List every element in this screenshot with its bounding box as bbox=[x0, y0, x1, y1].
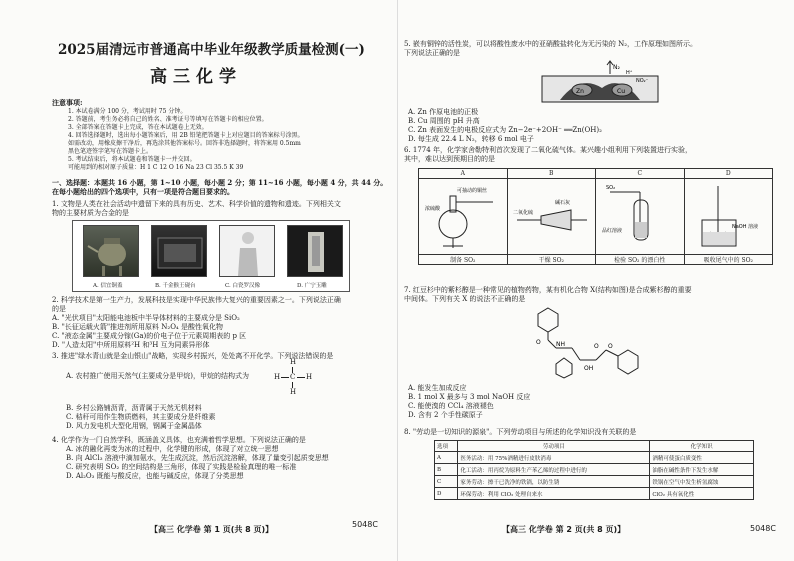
q5-option: A. Zn 作原电池的正极 bbox=[408, 108, 479, 116]
q6-apparatus-d bbox=[684, 179, 773, 255]
atom-h-top: H bbox=[290, 358, 297, 366]
question-7-options bbox=[408, 384, 530, 420]
q8-header: 劳动项目 bbox=[458, 441, 650, 452]
inkstone-icon bbox=[152, 226, 208, 278]
table-row bbox=[435, 452, 754, 464]
q5-line: 下列说法正确的是 bbox=[404, 49, 460, 57]
fuchsin-label: 品红溶液 bbox=[601, 227, 622, 234]
conc-acid-label: 浓硫酸 bbox=[424, 205, 440, 212]
paper-code: 5048C bbox=[352, 520, 378, 529]
flask-apparatus-icon bbox=[423, 180, 503, 252]
note-line: 黑色笔迹签字笔写在答题卡上。 bbox=[68, 148, 153, 155]
inkstone-image bbox=[151, 225, 207, 277]
q6-line: 其中，难以达到预期目的的是 bbox=[404, 155, 495, 163]
q8-cell: 环保劳动：利用 ClO₂ 处理自来水 bbox=[458, 488, 650, 500]
q8-cell: ClO₂ 具有氧化性 bbox=[650, 488, 754, 500]
note-line: 4. 回答选择题时，选出每小题答案后，用 2B 铅笔把答题卡上对应题目的答案标号涂黑。 bbox=[68, 132, 304, 139]
q7-molecule-structure bbox=[518, 304, 678, 380]
q2-line: D. "人造太阳"中所用原料²H 和³H 互为同素异形体 bbox=[52, 341, 210, 349]
q5-electrode-figure bbox=[540, 60, 660, 106]
q8-cell: 油脂在碱性条件下发生水解 bbox=[650, 464, 754, 476]
q8-header: 化学知识 bbox=[650, 441, 754, 452]
q1-option-d: D. 广宁玉雕 bbox=[297, 283, 327, 289]
table-row bbox=[435, 464, 754, 476]
q1-option-b: B. 千金猴王砚台 bbox=[155, 283, 196, 289]
so2-label: SO₂ bbox=[605, 184, 615, 191]
q3-line: C. 秸秆可用作生物质燃料，其主要成分是纤维素 bbox=[66, 413, 216, 421]
atom-oh: OH bbox=[584, 365, 594, 372]
note-line: 可能用到的相对原子质量：H 1 C 12 O 16 Na 23 Cl 35.5 K 39 bbox=[68, 164, 244, 171]
q8-cell: D bbox=[435, 488, 458, 500]
notes-heading: 注意事项: bbox=[52, 98, 83, 107]
table-row bbox=[435, 476, 754, 488]
beaker-absorber-icon bbox=[688, 180, 768, 252]
q8-cell: 铁锅在空气中发生析氢腐蚀 bbox=[650, 476, 754, 488]
question-1-stem bbox=[52, 200, 341, 218]
q1-stem-line: 物的主要材质为合金的是 bbox=[52, 209, 129, 217]
test-tube-icon bbox=[600, 180, 680, 252]
q8-cell: B bbox=[435, 464, 458, 476]
paper-code: 5048C bbox=[750, 524, 776, 533]
question-7-stem bbox=[404, 286, 692, 304]
q8-table bbox=[434, 440, 754, 500]
q5-option: C. Zn 表面发生的电极反应式为 Zn−2e⁻+2OH⁻ ══Zn(OH)₂ bbox=[408, 126, 602, 134]
q1-image-strip bbox=[72, 220, 350, 292]
q1-option-c: C. 白瓷罗汉像 bbox=[225, 283, 261, 289]
q7-option: D. 含有 2 个手性碳原子 bbox=[408, 411, 483, 419]
note-line: 如需改动，用橡皮擦干净后，再选涂其他答案标号。回答非选择题时，将答案用 0.5mm bbox=[68, 140, 301, 147]
q2-line: 的是 bbox=[52, 305, 66, 313]
q3-line: B. 乡村公路铺沥青，沥青属于天然无机材料 bbox=[66, 404, 202, 412]
note-line: 5. 考试结束后，将本试题卷和答题卡一并交回。 bbox=[68, 156, 196, 163]
so2-gas-label: 二氧化硫 bbox=[513, 209, 534, 216]
atom-h-left: H bbox=[274, 373, 281, 381]
jade-carving-icon bbox=[288, 226, 344, 278]
q4-line: B. 向 AlCl₃ 溶液中滴加氨水，先生成沉淀，然后沉淀溶解，体现了量变引起质变思想 bbox=[66, 454, 329, 462]
atom-o-1: O bbox=[536, 339, 541, 346]
porcelain-statue-image bbox=[219, 225, 275, 277]
q6-header-c: C bbox=[596, 169, 685, 179]
question-6-stem bbox=[404, 146, 692, 164]
q8-cell: A bbox=[435, 452, 458, 464]
exam-page-2 bbox=[397, 0, 794, 561]
bronze-vessel-image bbox=[83, 225, 139, 277]
q1-stem-line: 1. 文物是人类在社会活动中遗留下来的具有历史、艺术、科学价值的遗物和遗迹。下列相关文 bbox=[52, 200, 341, 208]
h-plus-label: H⁺ bbox=[626, 70, 633, 76]
question-3-rest bbox=[66, 404, 216, 431]
nitrite-label: NO₂⁻ bbox=[636, 78, 649, 84]
q5-option: B. Cu 周围的 pH 升高 bbox=[408, 117, 480, 125]
atom-c: C bbox=[290, 373, 296, 381]
notes-list bbox=[68, 108, 304, 172]
q6-apparatus-c bbox=[596, 179, 685, 255]
q6-apparatus-a bbox=[419, 179, 508, 255]
q8-cell: 酒精可使蛋白质变性 bbox=[650, 452, 754, 464]
page-footer: 【高三 化学卷 第 1 页(共 8 页)】 bbox=[150, 525, 274, 534]
q6-header-b: B bbox=[507, 169, 596, 179]
q7-option: B. 1 mol X 最多与 3 mol NaOH 反应 bbox=[408, 393, 531, 401]
section-heading bbox=[52, 178, 387, 196]
exam-title: 2025届清远市普通高中毕业年级教学质量检测(一) bbox=[58, 42, 365, 58]
q8-header: 选项 bbox=[435, 441, 458, 452]
section-heading-line: 在每小题给出的四个选项中，只有一项是符合题目要求的。 bbox=[52, 187, 234, 196]
atom-o-2: O bbox=[594, 343, 599, 350]
copper-wire-label: 可抽动的铜丝 bbox=[456, 187, 487, 194]
zn-label: Zn bbox=[576, 88, 584, 95]
q6-caption-d: 吸收尾气中的 SO₂ bbox=[684, 255, 773, 265]
question-4 bbox=[52, 436, 329, 481]
q3-line: D. 风力发电机大型化用钢，钢属于金属晶体 bbox=[66, 422, 202, 430]
q1-option-a: A. 信宜铜盉 bbox=[93, 283, 123, 289]
q4-line: A. 冰的融化再变为冰的过程中，化学键的形成，体现了对立统一思想 bbox=[66, 445, 279, 453]
table-row bbox=[435, 488, 754, 500]
q6-header-a: A bbox=[419, 169, 508, 179]
q6-apparatus-table bbox=[418, 168, 773, 265]
page-footer: 【高三 化学卷 第 2 页(共 8 页)】 bbox=[502, 525, 626, 534]
drying-tube-icon bbox=[511, 180, 591, 252]
q6-caption-b: 干燥 SO₂ bbox=[507, 255, 596, 265]
note-line: 3. 全部答案在答题卡上完成，答在本试题卷上无效。 bbox=[68, 124, 208, 131]
q2-line: 2. 科学技术是第一生产力，发展科技是实现中华民族伟大复兴的重要因素之一。下列说法正确 bbox=[52, 296, 341, 304]
atom-o-3: O bbox=[608, 343, 613, 350]
atom-h-right: H bbox=[306, 373, 313, 381]
q6-apparatus-b bbox=[507, 179, 596, 255]
porcelain-figure-icon bbox=[220, 226, 276, 278]
jade-carving-image bbox=[287, 225, 343, 277]
q7-option: C. 能使溴的 CCl₄ 溶液褪色 bbox=[408, 402, 494, 410]
atom-nh: NH bbox=[556, 341, 565, 348]
bond bbox=[281, 377, 289, 378]
question-5-options bbox=[408, 108, 602, 144]
q8-stem: 8. "劳动是一切知识的源泉"。下列劳动项目与所述的化学知识没有关联的是 bbox=[404, 428, 637, 436]
q6-header-d: D bbox=[684, 169, 773, 179]
q7-option: A. 能发生加成反应 bbox=[408, 384, 467, 392]
cu-label: Cu bbox=[617, 88, 625, 95]
q3-option-a: A. 农村推广使用天然气(主要成分是甲烷)，甲烷的结构式为 bbox=[66, 372, 249, 380]
question-5-stem bbox=[404, 40, 697, 58]
q4-line: D. Al₂O₃ 既能与酸反应，也能与碱反应，体现了分类思想 bbox=[66, 472, 244, 480]
q4-line: 4. 化学作为一门自然学科，既涵盖义具体，也充满着哲学思想。下列说法正确的是 bbox=[52, 436, 306, 444]
q8-cell: 化工活动：用丙烷为原料生产苯乙烯的过程中进行的 bbox=[458, 464, 650, 476]
atom-h-bottom: H bbox=[290, 388, 297, 396]
bond bbox=[297, 377, 305, 378]
note-line: 1. 本试卷满分 100 分，考试用时 75 分钟。 bbox=[68, 108, 187, 115]
note-line: 2. 答题前，考生务必将自己的姓名、准考证号等填写在答题卡的相应位置。 bbox=[68, 116, 268, 123]
q2-line: C. "液态金属"主要成分镓(Ga)的价电子位于元素周期表的 p 区 bbox=[52, 332, 247, 340]
q5-line: 5. 嵌有铜锌的活性炭，可以将酸性废水中的亚硝酸盐转化为无污染的 N₂，工作原理如图所示。 bbox=[404, 40, 698, 48]
q7-line: 7. 红豆杉中的紫杉醇是一种常见的植物药物，某有机化合物 X(结构如图)是合成紫杉醇的重要 bbox=[404, 286, 692, 294]
section-heading-line: 一、选择题：本题共 16 小题，第 1~10 小题，每小题 2 分；第 11~16 小题，每小题 4 分，共 44 分。 bbox=[52, 178, 388, 187]
subject-title: 高三化学 bbox=[150, 67, 242, 87]
q2-line: A. "光伏项目"太阳能电池板中半导体材料的主要成分是 SiO₂ bbox=[52, 314, 240, 322]
q3-stem: 3. 推进"绿水青山就是金山银山"战略，实现乡村振兴，处处离不开化学。下列说法错误的是 bbox=[52, 352, 334, 360]
naoh-label: NaOH 溶液 bbox=[732, 223, 759, 230]
q4-line: C. 研究表明 SO₂ 的空间结构是三角形，体现了实践是检验真理的唯一标准 bbox=[66, 463, 297, 471]
question-2 bbox=[52, 296, 341, 350]
q5-option: D. 每生成 22.4 L N₂，转移 6 mol 电子 bbox=[408, 135, 534, 143]
methane-structure bbox=[274, 358, 314, 398]
q8-cell: C bbox=[435, 476, 458, 488]
q2-line: B. "长征运载火箭"推进剂所用原料 N₂O₄ 是酸性氧化物 bbox=[52, 323, 223, 331]
n2-label: N₂ bbox=[613, 64, 620, 71]
q8-cell: 家务劳动：擦干已洗净的铁锅，以防生锈 bbox=[458, 476, 650, 488]
q7-line: 中间体。下列有关 X 的说法不正确的是 bbox=[404, 295, 526, 303]
q6-line: 6. 1774 年，化学家舍勒特利首次发现了二氧化硫气体。某兴趣小组利用下列装置进行实验， bbox=[404, 146, 692, 154]
q6-caption-a: 制备 SO₂ bbox=[419, 255, 508, 265]
q6-caption-c: 检验 SO₂ 的漂白性 bbox=[596, 255, 685, 265]
q8-cell: 医务活动：用 75%酒精进行皮肤消毒 bbox=[458, 452, 650, 464]
soda-lime-label: 碱石灰 bbox=[555, 199, 571, 206]
bronze-vessel-icon bbox=[84, 226, 140, 278]
